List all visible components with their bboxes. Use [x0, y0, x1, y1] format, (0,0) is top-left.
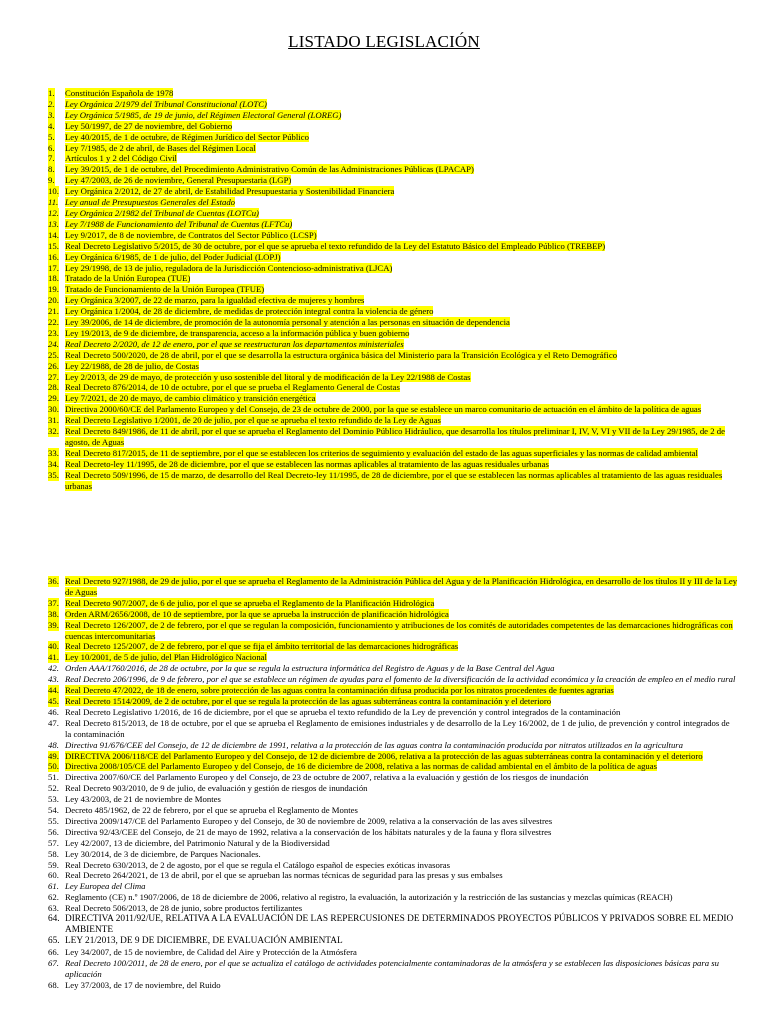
- legislation-item: [48, 470, 738, 492]
- item-number: 57.: [48, 837, 59, 848]
- item-number: 66.: [48, 946, 59, 957]
- item-text: Real Decreto Legislativo 1/2001, de 20 de julio, por el que se aprueba el texto refundido de la Ley de Aguas: [65, 415, 441, 426]
- item-text: Ley 2/2013, de 29 de mayo, de protección y uso sostenible del litoral y de modificación de la Ley 22/1988 de Costas: [65, 371, 471, 382]
- legislation-item: [48, 99, 738, 110]
- legislation-item: [48, 219, 738, 230]
- legislation-item: [48, 849, 738, 860]
- item-text: Directiva 92/43/CEE del Consejo, de 21 de mayo de 1992, relativa a la conservación de los hábitats naturales y de la fauna y flora silvestres: [65, 826, 552, 837]
- item-text: Ley Orgánica 2/2012, de 27 de abril, de Estabilidad Presupuestaria y Sostenibilidad Financiera: [65, 186, 395, 197]
- item-number: 39.: [48, 619, 59, 630]
- item-text: Ley 40/2015, de 1 de octubre, de Régimen Jurídico del Sector Público: [65, 131, 309, 142]
- item-text: Reglamento (CE) n.º 1907/2006, de 18 de diciembre de 2006, relativo al registro, la evaluación, la autorización y la restricción de las sustancias y mezclas químicas (REACH): [65, 892, 673, 903]
- item-text: Constitución Española de 1978: [65, 88, 174, 98]
- item-text: Ley Europea del Clima: [65, 881, 146, 892]
- item-number: 22.: [48, 317, 59, 328]
- legislation-item: [48, 718, 738, 740]
- item-text: Ley 50/1997, de 27 de noviembre, del Gobierno: [65, 120, 233, 131]
- legislation-item: [48, 576, 738, 598]
- item-number: 18.: [48, 273, 59, 284]
- item-number: 14.: [48, 229, 59, 240]
- legislation-item: [48, 881, 738, 892]
- item-text: Ley Orgánica 2/1982 del Tribunal de Cuentas (LOTCu): [65, 207, 259, 218]
- legislation-item: [48, 372, 738, 383]
- item-number: 3.: [48, 109, 55, 120]
- item-number: 8.: [48, 164, 55, 175]
- item-number: 6.: [48, 142, 55, 153]
- legislation-item: [48, 208, 738, 219]
- legislation-item: [48, 175, 738, 186]
- item-number: 67.: [48, 957, 59, 968]
- item-text: Ley Orgánica 3/2007, de 22 de marzo, para la igualdad efectiva de mujeres y hombres: [65, 295, 365, 306]
- item-number: 20.: [48, 295, 59, 306]
- legislation-item: [48, 641, 738, 652]
- item-text: Tratado de la Unión Europea (TUE): [65, 273, 191, 284]
- item-text: Real Decreto 206/1996, de 9 de febrero, por el que se establece un régimen de ayudas para el fomento de la diversificación de la actividad económica y la creación de empleo en el medio rural: [65, 674, 736, 685]
- item-text: Ley Orgánica 6/1985, de 1 de julio, del Poder Judicial (LOPJ): [65, 251, 281, 262]
- legislation-item: [48, 980, 738, 991]
- item-number: 54.: [48, 805, 59, 816]
- item-text: Ley 22/1988, de 28 de julio, de Costas: [65, 360, 199, 371]
- item-text: Directiva 2007/60/CE del Parlamento Europeo y del Consejo, de 23 de octubre de 2007, relativa a la evaluación y gestión de los riesgos de inundación: [65, 772, 589, 783]
- item-text: Decreto 485/1962, de 22 de febrero, por el que se aprueba el Reglamento de Montes: [65, 805, 358, 816]
- item-number: 34.: [48, 458, 59, 469]
- legislation-item: [48, 914, 738, 936]
- legislation-item: [48, 751, 738, 762]
- item-text: Ley 9/2017, de 8 de noviembre, de Contratos del Sector Público (LCSP): [65, 229, 317, 240]
- item-number: 31.: [48, 415, 59, 426]
- legislation-item: [48, 652, 738, 663]
- legislation-item: [48, 448, 738, 459]
- legislation-item: [48, 339, 738, 350]
- legislation-item: [48, 794, 738, 805]
- item-text: Orden AAA/1760/2016, de 28 de octubre, por la que se regula la estructura informática del Registro de Aguas y de la Base Central del Agua: [65, 663, 555, 674]
- legislation-item: [48, 838, 738, 849]
- item-number: 62.: [48, 892, 59, 903]
- item-text: Real Decreto 927/1988, de 29 de julio, por el que se aprueba el Reglamento de la Administración Pública del Agua y de la Planificación Hidrológica, en desarrollo de los títulos II y III de la Ley de Aguas: [65, 576, 738, 597]
- item-text: Ley 29/1998, de 13 de julio, reguladora de la Jurisdicción Contencioso-administrativa (LJCA): [65, 262, 393, 273]
- item-text: Real Decreto 506/2013, de 28 de junio, sobre productos fertilizantes: [65, 903, 303, 914]
- legislation-item: [48, 947, 738, 958]
- item-number: 25.: [48, 349, 59, 360]
- item-number: 52.: [48, 783, 59, 794]
- legislation-item: [48, 426, 738, 448]
- item-text: Ley 34/2007, de 15 de noviembre, de Calidad del Aire y Protección de la Atmósfera: [65, 946, 357, 957]
- item-number: 56.: [48, 826, 59, 837]
- legislation-item: [48, 870, 738, 881]
- item-text: Ley anual de Presupuestos Generales del Estado: [65, 197, 236, 208]
- legislation-item: [48, 663, 738, 674]
- legislation-item: [48, 252, 738, 263]
- item-number: 5.: [48, 131, 55, 142]
- item-text: Directiva 91/676/CEE del Consejo, de 12 de diciembre de 1991, relativa a la protección de las aguas contra la contaminación producida por nitratos utilizados en la agricultura: [65, 739, 684, 750]
- legislation-item: [48, 415, 738, 426]
- item-number: 30.: [48, 404, 59, 415]
- item-text: Ley Orgánica 1/2004, de 28 de diciembre, de medidas de protección integral contra la violencia de género: [65, 306, 434, 317]
- item-number: 16.: [48, 251, 59, 262]
- item-number: 19.: [48, 284, 59, 295]
- item-text: Real Decreto 630/2013, de 2 de agosto, por el que se regula el Catálogo español de especies exóticas invasoras: [65, 859, 451, 870]
- legislation-item: [48, 816, 738, 827]
- item-text: Real Decreto Legislativo 5/2015, de 30 de octubre, por el que se aprueba el texto refundido de la Ley del Estatuto Básico del Empleado Público (TREBEP): [65, 240, 606, 251]
- item-number: 1.: [48, 88, 55, 98]
- legislation-item: [48, 143, 738, 154]
- legislation-item: [48, 153, 738, 164]
- legislation-item: [48, 295, 738, 306]
- legislation-item: [48, 273, 738, 284]
- item-text: Ley 39/2015, de 1 de octubre, del Procedimiento Administrativo Común de las Administraciones Públicas (LPACAP): [65, 164, 474, 175]
- item-text: Ley 10/2001, de 5 de julio, del Plan Hidrológico Nacional: [65, 652, 267, 663]
- item-text: Real Decreto 907/2007, de 6 de julio, por el que se aprueba el Reglamento de la Planificación Hidrológica: [65, 597, 435, 608]
- item-number: 45.: [48, 695, 59, 706]
- item-number: 64.: [48, 914, 60, 925]
- item-number: 41.: [48, 652, 59, 663]
- item-number: 42.: [48, 663, 59, 674]
- item-text: Ley Orgánica 5/1985, de 19 de junio, del Régimen Electoral General (LOREG): [65, 109, 342, 120]
- item-number: 2.: [48, 98, 55, 109]
- legislation-item: [48, 88, 738, 99]
- legislation-item: [48, 393, 738, 404]
- item-number: 33.: [48, 447, 59, 458]
- item-text: Real Decreto 47/2022, de 18 de enero, sobre protección de las aguas contra la contaminación difusa producida por los nitratos procedentes de fuentes agrarias: [65, 685, 614, 696]
- legislation-item: [48, 674, 738, 685]
- item-text: Real Decreto 815/2013, de 18 de octubre, por el que se aprueba el Reglamento de emisiones industriales y de desarrollo de la Ley 16/2002, de 1 de julio, de prevención y control integrados de la contaminación: [65, 717, 730, 739]
- legislation-item: [48, 164, 738, 175]
- legislation-item: [48, 263, 738, 274]
- legislation-item: [48, 241, 738, 252]
- item-text: Real Decreto 100/2011, de 28 de enero, por el que se actualiza el catálogo de actividades potencialmente contaminadoras de la atmósfera y se establecen las disposiciones básicas para su aplicación: [65, 957, 720, 979]
- item-number: 13.: [48, 218, 59, 229]
- legislation-item: [48, 707, 738, 718]
- legislation-item: [48, 317, 738, 328]
- item-text: Ley 37/2003, de 17 de noviembre, del Ruido: [65, 979, 221, 990]
- item-number: 49.: [48, 750, 59, 761]
- page-title: LISTADO LEGISLACIÓN: [288, 32, 480, 51]
- legislation-item: [48, 696, 738, 707]
- legislation-item: [48, 958, 738, 980]
- item-text: DIRECTIVA 2006/118/CE del Parlamento Europeo y del Consejo, de 12 de diciembre de 2006, relativa a la protección de las aguas subterráneas contra la contaminación y el deterioro: [65, 750, 703, 761]
- item-number: 59.: [48, 859, 59, 870]
- item-number: 65.: [48, 935, 60, 946]
- legislation-item: [48, 230, 738, 241]
- item-text: Directiva 2000/60/CE del Parlamento Europeo y del Consejo, de 23 de octubre de 2000, por la que se establece un marco comunitario de actuación en el ámbito de la política de aguas: [65, 404, 702, 415]
- legislation-item: [48, 903, 738, 914]
- item-text: Directiva 2009/147/CE del Parlamento Europeo y del Consejo, de 30 de noviembre de 2009, relativa a la conservación de las aves silvestres: [65, 815, 553, 826]
- item-text: Real Decreto 500/2020, de 28 de abril, por el que se desarrolla la estructura orgánica básica del Ministerio para la Transición Ecológica y el Reto Demográfico: [65, 349, 618, 360]
- item-text: Real Decreto 509/1996, de 15 de marzo, de desarrollo del Real Decreto-ley 11/1995, de 28 de diciembre, por el que se establecen las normas aplicables al tratamiento de las aguas residuales urbanas: [65, 469, 723, 491]
- legislation-item: [48, 860, 738, 871]
- item-text: Ley 19/2013, de 9 de diciembre, de transparencia, acceso a la información pública y buen gobierno: [65, 327, 410, 338]
- item-text: Ley Orgánica 2/1979 del Tribunal Constitucional (LOTC): [65, 98, 267, 109]
- legislation-item: [48, 827, 738, 838]
- legislation-item: [48, 783, 738, 794]
- item-text: Real Decreto Legislativo 1/2016, de 16 de diciembre, por el que se aprueba el texto refundido de la Ley de prevención y control integrados de la contaminación: [65, 706, 621, 717]
- item-text: Ley 47/2003, de 26 de noviembre, General Presupuestaria (LGP): [65, 175, 292, 186]
- item-text: DIRECTIVA 2011/92/UE, RELATIVA A LA EVALUACIÓN DE LAS REPERCUSIONES DE DETERMINADOS PROYECTOS PÚBLICOS Y PRIVADOS SOBRE EL MEDIO AMBIENTE: [65, 914, 734, 935]
- item-number: 23.: [48, 327, 59, 338]
- legislation-list-part-1: [48, 88, 738, 492]
- item-text: Directiva 2008/105/CE del Parlamento Europeo y del Consejo, de 16 de diciembre de 2008, relativa a las normas de calidad ambiental en el ámbito de la política de aguas: [65, 761, 658, 772]
- item-number: 4.: [48, 120, 55, 131]
- item-text: Orden ARM/2656/2008, de 10 de septiembre, por la que se aprueba la instrucción de planificación hidrológica: [65, 608, 449, 619]
- item-text: Real Decreto 849/1986, de 11 de abril, por el que se aprueba el Reglamento del Dominio Público Hidráulico, que desarrolla los títulos preliminar I, IV, V, VI y VII de la Ley 29/1985, de 2 de agosto, de Aguas: [65, 426, 725, 447]
- item-number: 15.: [48, 240, 59, 251]
- item-number: 29.: [48, 393, 59, 404]
- item-number: 51.: [48, 772, 59, 783]
- item-text: Real Decreto 903/2010, de 9 de julio, de evaluación y gestión de riesgos de inundación: [65, 783, 368, 794]
- item-text: Ley 7/1988 de Funcionamiento del Tribunal de Cuentas (LFTCu): [65, 218, 293, 229]
- item-number: 38.: [48, 608, 59, 619]
- item-number: 26.: [48, 360, 59, 371]
- item-text: Real Decreto 125/2007, de 2 de febrero, por el que se fija el ámbito territorial de las demarcaciones hidrográficas: [65, 641, 459, 652]
- item-number: 35.: [48, 469, 59, 480]
- item-number: 46.: [48, 706, 59, 717]
- legislation-item: [48, 761, 738, 772]
- item-text: Artículos 1 y 2 del Código Civil: [65, 153, 177, 164]
- item-number: 58.: [48, 848, 59, 859]
- item-number: 40.: [48, 641, 59, 652]
- item-text: Real Decreto 876/2014, de 10 de octubre, por el que se prueba el Reglamento General de Costas: [65, 382, 400, 393]
- item-number: 48.: [48, 739, 59, 750]
- item-text: Ley 43/2003, de 21 de noviembre de Montes: [65, 794, 221, 805]
- legislation-item: [48, 459, 738, 470]
- legislation-item: [48, 132, 738, 143]
- legislation-item: [48, 805, 738, 816]
- item-number: 10.: [48, 186, 59, 197]
- item-text: Real Decreto 817/2015, de 11 de septiembre, por el que se establecen los criterios de seguimiento y evaluación del estado de las aguas superficiales y las normas de calidad ambiental: [65, 447, 698, 458]
- legislation-item: [48, 609, 738, 620]
- legislation-item: [48, 772, 738, 783]
- item-text: Real Decreto 2/2020, de 12 de enero, por el que se reestructuran los departamentos ministeriales: [65, 338, 404, 349]
- item-number: 43.: [48, 674, 59, 685]
- item-number: 68.: [48, 979, 59, 990]
- item-number: 12.: [48, 207, 59, 218]
- legislation-item: [48, 892, 738, 903]
- legislation-item: [48, 685, 738, 696]
- item-text: Ley 7/2021, de 20 de mayo, de cambio climático y transición energética: [65, 393, 316, 404]
- item-text: Tratado de Funcionamiento de la Unión Europea (TFUE): [65, 284, 265, 295]
- item-number: 9.: [48, 175, 55, 186]
- item-number: 21.: [48, 306, 59, 317]
- legislation-item: [48, 186, 738, 197]
- item-text: Real Decreto 264/2021, de 13 de abril, por el que se aprueban las normas técnicas de seguridad para las presas y sus embalses: [65, 870, 503, 881]
- item-number: 17.: [48, 262, 59, 273]
- item-text: Real Decreto 1514/2009, de 2 de octubre, por el que se regula la protección de las aguas subterráneas contra la contaminación y el deterioro: [65, 695, 552, 706]
- item-number: 28.: [48, 382, 59, 393]
- item-number: 11.: [48, 197, 59, 208]
- item-number: 60.: [48, 870, 59, 881]
- item-number: 7.: [48, 153, 55, 164]
- legislation-item: [48, 350, 738, 361]
- legislation-item: [48, 740, 738, 751]
- item-number: 24.: [48, 338, 59, 349]
- legislation-item: [48, 284, 738, 295]
- item-number: 53.: [48, 794, 59, 805]
- legislation-item: [48, 404, 738, 415]
- item-number: 63.: [48, 903, 59, 914]
- item-text: Real Decreto 126/2007, de 2 de febrero, por el que se regulan la composición, funcionamiento y atribuciones de los comités de autoridades competentes de las demarcaciones hidrográficas con cuencas intercomunitarias: [65, 619, 733, 641]
- item-number: 36.: [48, 576, 59, 586]
- item-number: 32.: [48, 426, 59, 437]
- item-text: Real Decreto-ley 11/1995, de 28 de diciembre, por el que se establecen las normas aplicables al tratamiento de las aguas residuales urbanas: [65, 458, 549, 469]
- item-number: 44.: [48, 685, 59, 696]
- item-number: 27.: [48, 371, 59, 382]
- legislation-list-part-2: [48, 576, 738, 990]
- item-number: 37.: [48, 597, 59, 608]
- legislation-item: [48, 110, 738, 121]
- item-text: Ley 39/2006, de 14 de diciembre, de promoción de la autonomía personal y atención a las personas en situación de dependencia: [65, 317, 510, 328]
- legislation-item: [48, 121, 738, 132]
- legislation-item: [48, 197, 738, 208]
- item-text: Ley 30/2014, de 3 de diciembre, de Parques Nacionales.: [65, 848, 261, 859]
- item-text: Ley 42/2007, 13 de diciembre, del Patrimonio Natural y de la Biodiversidad: [65, 837, 330, 848]
- legislation-item: [48, 936, 738, 947]
- item-number: 61.: [48, 881, 59, 892]
- legislation-item: [48, 306, 738, 317]
- legislation-item: [48, 620, 738, 642]
- legislation-item: [48, 361, 738, 372]
- item-number: 55.: [48, 815, 59, 826]
- item-text: Ley 7/1985, de 2 de abril, de Bases del Régimen Local: [65, 142, 256, 153]
- item-number: 50.: [48, 761, 59, 772]
- legislation-item: [48, 382, 738, 393]
- item-text: LEY 21/2013, DE 9 DE DICIEMBRE, DE EVALUACIÓN AMBIENTAL: [65, 935, 343, 946]
- item-number: 47.: [48, 717, 59, 728]
- legislation-item: [48, 328, 738, 339]
- legislation-item: [48, 598, 738, 609]
